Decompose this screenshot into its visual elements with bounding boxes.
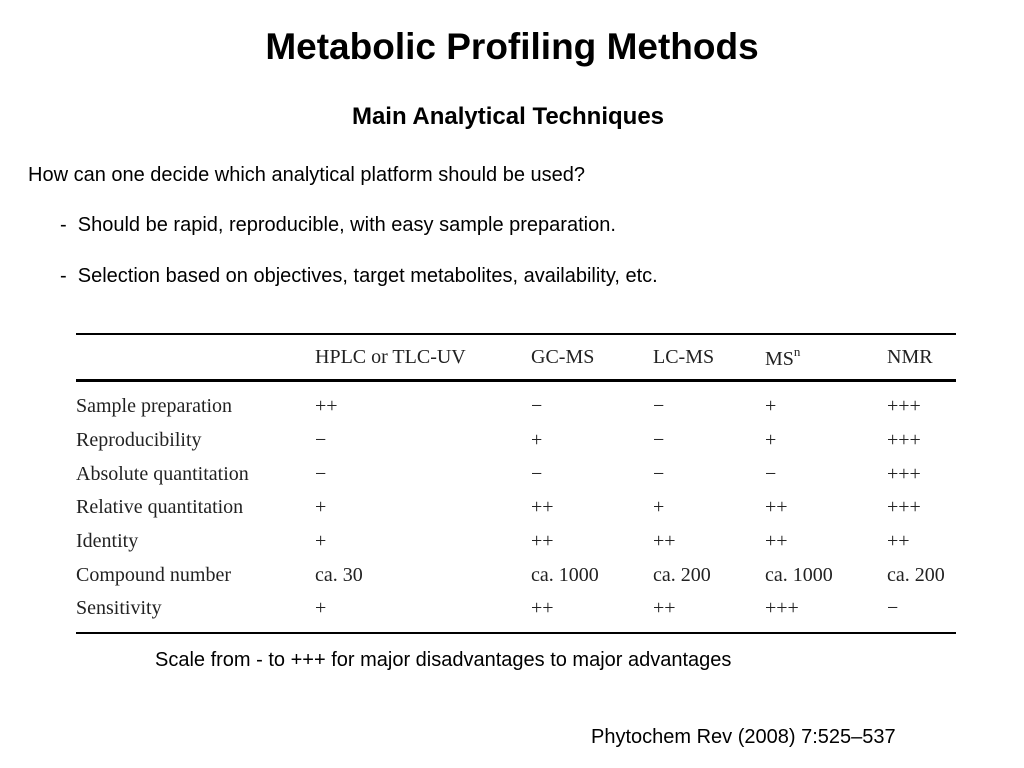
ms-superscript: n	[793, 343, 801, 359]
table-cell: ++	[653, 530, 676, 553]
table-row	[76, 424, 956, 458]
slide-subtitle: Main Analytical Techniques	[351, 103, 665, 130]
bullet-point: - Should be rapid, reproducible, with easy sample preparation.	[60, 214, 616, 236]
column-header-nmr: NMR	[887, 334, 956, 381]
table-row	[76, 458, 956, 492]
table-cell: ca. 200	[653, 563, 711, 586]
table-cell: −	[653, 462, 665, 485]
column-header-hplc: HPLC or TLC-UV	[315, 334, 531, 381]
table-cell: +	[315, 496, 327, 519]
table-row	[76, 558, 956, 592]
table-cell: ca. 1000	[765, 563, 833, 586]
row-label: Sample preparation	[76, 394, 233, 417]
row-label: Sensitivity	[76, 592, 315, 633]
table-cell: −	[887, 592, 956, 633]
table-row	[76, 525, 956, 559]
table-row	[76, 381, 956, 425]
row-label: Identity	[76, 530, 139, 553]
table-cell: −	[531, 462, 543, 485]
table-cell: +++	[887, 462, 921, 485]
table-cell: +	[765, 429, 777, 452]
table-cell: ca. 200	[887, 563, 945, 586]
question-text: How can one decide which analytical platform should be used?	[28, 164, 586, 186]
column-header-lcms: LC-MS	[653, 334, 765, 381]
table-cell: ++	[765, 530, 788, 553]
column-header-gcms: GC-MS	[531, 334, 653, 381]
table-cell: +	[315, 530, 327, 553]
table-cell: +++	[887, 394, 921, 417]
scale-note: Scale from - to +++ for major disadvantages to major advantages	[155, 649, 732, 671]
row-label: Absolute quantitation	[76, 462, 249, 485]
bullet-point: - Selection based on objectives, target metabolites, availability, etc.	[60, 265, 658, 287]
table-cell: ++	[887, 530, 910, 553]
column-header-msn	[765, 334, 887, 381]
column-header-empty	[76, 334, 315, 381]
table-row	[76, 592, 956, 633]
table-cell: +	[315, 592, 531, 633]
slide-title: Metabolic Profiling Methods	[265, 26, 759, 67]
table-cell: ++	[531, 592, 653, 633]
table-cell: ++	[531, 496, 554, 519]
table-cell: +++	[887, 429, 921, 452]
ms-label: MS	[765, 347, 794, 370]
comparison-table-container	[76, 333, 956, 634]
table-cell: −	[765, 462, 777, 485]
table-cell: +++	[765, 592, 887, 633]
table-cell: ca. 30	[315, 563, 363, 586]
table-cell: −	[653, 394, 665, 417]
table-cell: ++	[315, 394, 338, 417]
row-label: Relative quantitation	[76, 496, 244, 519]
table-cell: −	[653, 429, 665, 452]
table-cell: +	[765, 394, 777, 417]
table-cell: −	[531, 394, 543, 417]
citation: Phytochem Rev (2008) 7:525–537	[591, 726, 896, 748]
table-cell: +	[531, 429, 543, 452]
table-cell: +++	[887, 496, 921, 519]
comparison-table	[76, 333, 956, 634]
table-cell: ++	[653, 592, 765, 633]
table-cell: ++	[765, 496, 788, 519]
row-label: Reproducibility	[76, 429, 202, 452]
table-cell: ca. 1000	[531, 563, 599, 586]
table-row	[76, 491, 956, 525]
table-cell: +	[653, 496, 665, 519]
table-body	[76, 381, 956, 633]
row-label: Compound number	[76, 563, 231, 586]
table-header-row	[76, 334, 956, 381]
table-cell: −	[315, 462, 327, 485]
table-cell: ++	[531, 530, 554, 553]
table-cell: −	[315, 429, 327, 452]
